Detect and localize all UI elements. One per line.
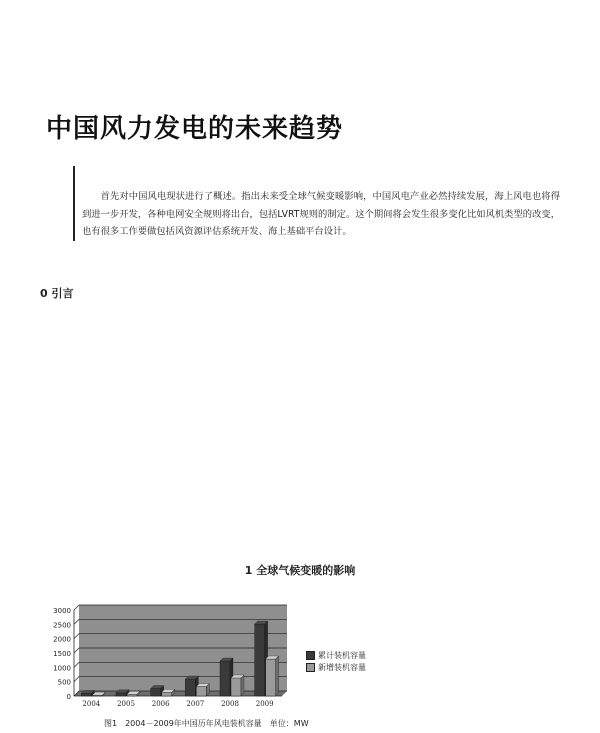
abstract-rule (73, 166, 75, 241)
chart-gridline-side (74, 634, 79, 639)
bar-cumulative (220, 661, 230, 696)
chart-gridline-side (74, 677, 79, 682)
legend-label-cumulative: 累计装机容量 (318, 650, 366, 660)
bar-cumulative (151, 689, 161, 696)
chart-gridline-side (74, 662, 79, 667)
capacity-bar-chart (40, 604, 290, 714)
x-tick-label: 2005 (117, 700, 135, 708)
legend-item-new (306, 661, 366, 673)
legend-swatch-cumulative (306, 651, 315, 660)
y-tick-label: 1000 (53, 664, 71, 673)
chart-gridline-side (74, 648, 79, 653)
x-tick-label: 2008 (221, 700, 239, 708)
bar-new (162, 692, 172, 696)
bar-cumulative (116, 693, 126, 696)
figure-caption: 图1 2004－2009年中国历年风电装机容量 单位：MW (104, 719, 309, 728)
chart-gridline-side (74, 605, 79, 610)
x-tick-label: 2006 (151, 700, 170, 708)
x-tick-label: 2009 (255, 700, 274, 708)
legend-item-cumulative (306, 649, 366, 661)
bar-new (127, 694, 137, 696)
legend-label-new: 新增装机容量 (318, 662, 366, 672)
x-tick-label: 2007 (186, 700, 205, 708)
bar-cumulative (81, 693, 91, 696)
y-tick-label: 1500 (53, 650, 71, 658)
y-tick-label: 3000 (53, 607, 71, 615)
abstract-text: 首先对中国风电现状进行了概述。指出未来受全球气候变暖影响，中国风电产业必然持续发展，海上风电也将得到进一步开发，各种电网安全规则将出台，包括LVRT规则的制定。这个期间将会发生很多变化比如风机类型的改变，也有很多工作要做包括风资源评估系统开发、海上基础平台设计。 (82, 191, 560, 237)
y-tick-label: 2000 (53, 635, 71, 644)
chart-gridline-side (74, 619, 79, 624)
bar-new (266, 659, 276, 696)
y-tick-label: 2500 (53, 621, 71, 630)
bar-new (196, 687, 206, 696)
x-tick-label: 2004 (82, 700, 101, 708)
bar-cumulative (185, 679, 195, 696)
y-tick-label: 500 (57, 678, 71, 687)
bar-side (241, 675, 244, 696)
section-heading-introduction: 0 引言 (40, 287, 74, 300)
bar-side (276, 656, 279, 696)
legend-swatch-new (306, 663, 315, 672)
y-tick-label: 0 (66, 693, 71, 701)
bar-new (231, 678, 241, 696)
bar-cumulative (255, 624, 265, 696)
article-title: 中国风力发电的未来趋势 (46, 114, 344, 144)
chart-legend (306, 649, 366, 673)
section-heading-global-warming: 1 全球气候变暖的影响 (244, 564, 356, 577)
